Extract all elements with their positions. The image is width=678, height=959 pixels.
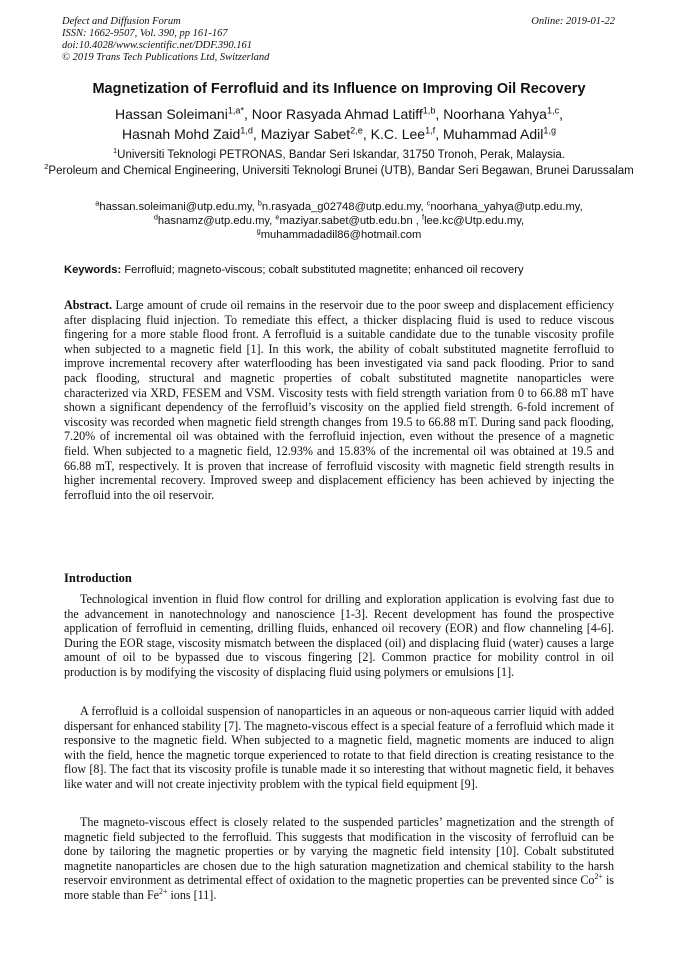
online-date: Online: 2019-01-22: [531, 16, 615, 27]
intro-paragraph-2: A ferrofluid is a colloidal suspension of nanoparticles in an aqueous or non-aqueous carrier liquid with added dispersant for enhanced stability [7]. The magneto-viscous effect is a special feature of a ferrofluid which made it responsive to the magnetic field. When subjected to a magnetic field, magnetic moments are induced to align with the field, hence the magnetic torque experienced to rotate to that field direction is creating resistance to the flow [8]. The fact that its viscosity profile is tunable made it so interesting that without magnetic field, it behaves like water and will not create injectivity problem with the typical field equipment [9].: [64, 704, 614, 791]
author: Hassan Soleimani$^{1,a*}$,: [114, 105, 252, 122]
journal-name: Defect and Diffusion Forum: [62, 16, 181, 27]
introduction-heading: Introduction: [64, 571, 132, 585]
affiliations: [40, 148, 638, 179]
paper-title: Magnetization of Ferrofluid and its Influence on Improving Oil Recovery: [92, 81, 586, 97]
affiliation-2: $^2$Peroleum and Chemical Engineering, Universiti Teknologi Brunei (UTB), Bandar Seri Begawan, Brunei Darussalam: [44, 161, 634, 177]
author-emails: [40, 200, 638, 242]
email[interactable]: $^f$lee.kc@Utp.edu.my,: [422, 212, 525, 227]
email[interactable]: $^a$hassan.soleimani@utp.edu.my,: [95, 198, 258, 213]
abstract-text: Large amount of crude oil remains in the reservoir due to the poor sweep and displacement efficiency after displacing fluid injection. To remediate this effect, a thicker displacing fluid is used to reduce viscous fingering for a more stable flood front. A ferrofluid is a suitable candidate due to the tunable viscosity profile when subjected to a magnetic field [1]. In this work, the ability of cobalt substituted magnetite ferrofluid to improve incremental recovery after waterflooding has been investigated via sand pack flooding. Prior to sand pack flooding, structural and magnetic properties of cobalt substituted magnetite nanoparticles were characterized via XRD, FESEM and VSM. Viscosity tests with field strength variation from 0 to 66.88 mT have shown a significant dependency of the ferrofluid’s viscosity on the applied field strength. 6-fold increment of viscosity was recorded when magnetic field strength changes from 19.5 to 66.88 mT. During sand pack flooding, 7.20% of incremental oil was obtained with the ferrofluid injection, even without the presence of a magnetic field. When subjected to a magnetic field, 12.93% and 15.83% of the incremental oil was obtained at 19.5 and 66.88 mT, respectively. It is proven that increase of ferrofluid viscosity with magnetic field strength results in higher incremental recovery. Improved sweep and displacement efficiency has been achieved by injecting the ferrofluid into the oil reservoir.: [64, 298, 614, 502]
abstract-label: Abstract.: [64, 298, 113, 312]
keywords: [64, 264, 624, 276]
issn-line: ISSN: 1662-9507, Vol. 390, pp 161-167: [62, 28, 228, 39]
email[interactable]: $^g$muhammadadil86@hotmail.com: [256, 226, 422, 241]
author: Muhammad Adil$^{1,g}$: [443, 125, 557, 142]
email[interactable]: $^e$maziyar.sabet@utb.edu.bn ,: [275, 212, 423, 227]
affiliation-1: $^1$Universiti Teknologi PETRONAS, Bandar Seri Iskandar, 31750 Tronoh, Perak, Malaysia.: [112, 146, 566, 161]
email[interactable]: $^c$noorhana_yahya@utp.edu.my,: [426, 198, 583, 213]
journal-header: [62, 16, 269, 64]
email[interactable]: $^d$hasnamz@utp.edu.my,: [153, 212, 276, 227]
author: Noorhana Yahya$^{1,c}$,: [443, 105, 564, 122]
keywords-label: Keywords:: [64, 264, 122, 276]
author: Maziyar Sabet$^{2,e}$,: [260, 125, 371, 142]
copyright-line: © 2019 Trans Tech Publications Ltd, Switzerland: [62, 52, 270, 63]
intro-paragraph-1: Technological invention in fluid flow control for drilling and exploration application is evolving fast due to the advancement in nanotechnology and nanoscience [1-3]. Recent development has found the prospective application of ferrofluid in cementing, drilling fluids, enhanced oil recovery (EOR) and flow channeling [4-6]. During the EOR stage, viscosity mismatch between the displaced (oil) and displacing fluid (water) causes a large amount of oil to be bypassed due to viscous fingering [2]. Common practice for mobility control in oil production is by modifying the viscosity of displacing fluid using polymers or emulsions [1].: [64, 592, 614, 679]
doi-line: doi:10.4028/www.scientific.net/DDF.390.161: [62, 40, 253, 51]
author: K.C. Lee$^{1,f}$,: [370, 125, 443, 142]
keywords-text: Ferrofluid; magneto-viscous; cobalt substituted magnetite; enhanced oil recovery: [124, 264, 524, 276]
author: Noor Rasyada Ahmad Latiff$^{1,b}$,: [251, 105, 444, 122]
abstract: [64, 298, 614, 502]
author: Hasnah Mohd Zaid$^{1,d}$,: [121, 125, 261, 142]
email[interactable]: $^b$n.rasyada_g02748@utp.edu.my,: [257, 198, 427, 213]
author-list: [40, 104, 638, 144]
intro-paragraph-3: The magneto-viscous effect is closely related to the suspended particles’ magnetization and the strength of magnetic field subjected to the ferrofluid. This suggests that modification in the viscosity of ferrofluid can be done by tailoring the magnetic properties or by varying the magnetic field intensity [10]. Cobalt substituted magnetite nanoparticles are chosen due to the high saturation magnetization and chemical stability to the harsh reservoir environment as detrimental effect of oxidation to the magnetic properties can be prevented since $Co^{2+}$ is more stable than $Fe^{2+}$ ions [11].: [64, 815, 615, 902]
